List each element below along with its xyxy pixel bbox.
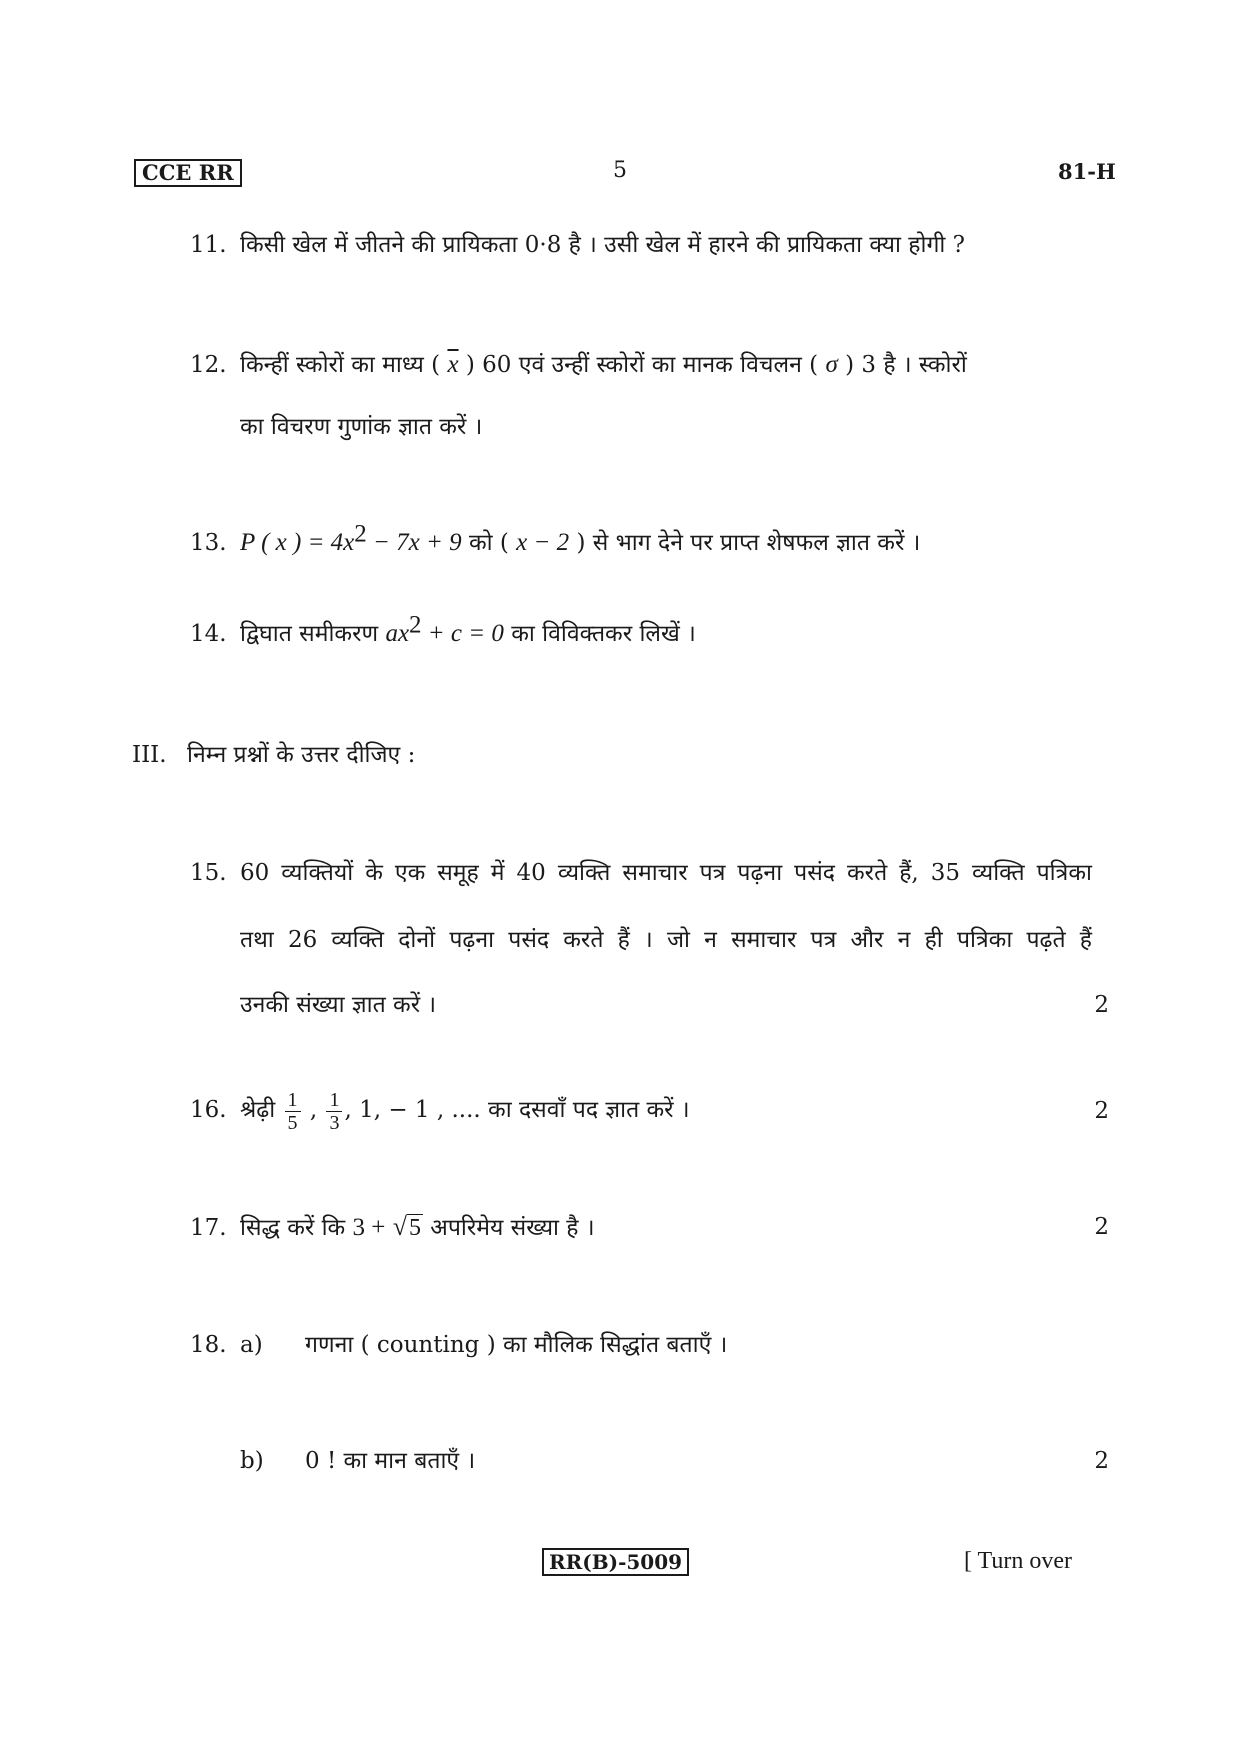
question-number: 13. (190, 530, 227, 556)
word: 40 (516, 860, 546, 886)
question-text-part: का विविक्तकर लिखें । (503, 621, 696, 647)
word: दोनों (398, 927, 436, 953)
word: व्यक्ति (331, 927, 385, 953)
question-number: 17. (190, 1215, 227, 1241)
paper-series-box (134, 159, 242, 187)
question-12-line2: का विचरण गुणांक ज्ञात करें । (240, 414, 483, 440)
word: जो (666, 927, 690, 953)
word: एक (394, 860, 426, 886)
word: हैं (1079, 927, 1092, 953)
word: पत्रिका (956, 927, 1013, 953)
question-15-line1 (240, 858, 1092, 888)
word: व्यक्ति (972, 860, 1025, 886)
question-number: 12. (190, 352, 227, 378)
exponent: 2 (409, 611, 422, 639)
word: व्यक्ति (557, 860, 611, 886)
question-15-line3: उनकी संख्या ज्ञात करें । (240, 992, 437, 1018)
mean-symbol: $\overline{x}$ (447, 351, 459, 378)
question-16: 16. श्रेढ़ी $\frac{1}{5}$ , $\frac{1}{3}$ , 1, − 1 , .... का दसवाँ पद ज्ञात करें । (190, 1088, 690, 1134)
paper-id-label: RR(B)-5009 (549, 1550, 683, 1574)
word: 26 (287, 927, 318, 953)
question-15-line2 (240, 925, 1092, 955)
question-number: 15. (190, 860, 227, 886)
word: पढ़ते (1026, 927, 1066, 953)
paper-code: 81-H (1058, 159, 1116, 184)
fraction-denominator: 5 (287, 1111, 298, 1134)
question-text-part: श्रेढ़ी (240, 1097, 276, 1123)
divisor-expr: x − 2 (516, 529, 570, 556)
fraction-denominator: 3 (329, 1111, 340, 1134)
word: पढ़ना (449, 927, 495, 953)
word: हैं, (899, 860, 919, 886)
math-expr: 3 + (352, 1214, 386, 1241)
word: 60 (240, 860, 270, 886)
equation-expr: + c = 0 (421, 620, 504, 647)
turn-over-note: [ Turn over (964, 1548, 1073, 1574)
word: न (897, 927, 911, 953)
question-16-marks: 2 (1094, 1098, 1109, 1124)
question-18a (190, 1330, 727, 1360)
word: समाचार (622, 860, 688, 886)
paper-id-box (542, 1548, 689, 1576)
word: पसंद (794, 860, 835, 886)
word: पत्रिका (1036, 860, 1092, 886)
fraction-one-fifth (285, 1089, 301, 1134)
word: पत्र (699, 860, 726, 886)
question-text: किसी खेल में जीतने की प्रायिकता 0·8 है । उसी खेल में हारने की प्रायिकता क्या होगी ? (240, 232, 965, 258)
question-15 (190, 858, 1092, 888)
word: करते (847, 860, 888, 886)
equation-expr: ax (385, 620, 410, 647)
question-text-part: , 1, − 1 , .... का दसवाँ पद ज्ञात करें । (344, 1097, 690, 1123)
square-root-sign: √ (392, 1212, 407, 1241)
question-12 (190, 350, 967, 380)
paper-series-label: CCE RR (142, 160, 234, 185)
word: पत्र (810, 927, 837, 953)
word: के (365, 860, 383, 886)
question-text-part: ) से भाग देने पर प्राप्त शेषफल ज्ञात करें । (569, 530, 921, 556)
word: में (490, 860, 505, 886)
question-number: 16. (190, 1097, 227, 1123)
question-18-marks: 2 (1094, 1448, 1109, 1474)
question-text-part: सिद्ध करें कि (240, 1215, 353, 1241)
sigma-symbol: σ (825, 351, 838, 378)
word: न (704, 927, 717, 953)
question-18b (240, 1446, 475, 1476)
exponent: 2 (354, 520, 367, 548)
word: हैं (617, 927, 630, 953)
word: करते (563, 927, 604, 953)
question-text-part: द्विघात समीकरण (240, 621, 386, 647)
question-13 (190, 520, 921, 558)
subpart-text: गणना ( counting ) का मौलिक सिद्धांत बताएँ । (305, 1332, 728, 1358)
question-number: 11. (190, 232, 227, 258)
word: । (644, 927, 653, 953)
polynomial-expr: − 7x + 9 (366, 529, 462, 556)
question-text-part: को ( (461, 530, 517, 556)
word: समूह (437, 860, 479, 886)
fraction-numerator: 1 (285, 1089, 301, 1112)
subpart-text: 0 ! का मान बताएँ । (305, 1448, 476, 1474)
word: पसंद (508, 927, 550, 953)
word: समाचार (731, 927, 797, 953)
question-text-part: किन्हीं स्कोरों का माध्य ( (240, 352, 441, 378)
section-number: III. (132, 742, 167, 768)
polynomial-expr: P ( x ) = 4x (240, 529, 355, 556)
word: ही (924, 927, 943, 953)
question-text-part: ) 3 है । स्कोरों (845, 352, 967, 378)
subpart-label: a) (240, 1332, 263, 1358)
question-17-marks: 2 (1094, 1214, 1109, 1240)
question-text-part: अपरिमेय संख्या है । (422, 1215, 595, 1241)
question-text-part: ) 60 एवं उन्हीं स्कोरों का मानक विचलन ( (465, 352, 819, 378)
section-3-heading (132, 740, 415, 770)
word: पढ़ना (737, 860, 783, 886)
question-17 (190, 1212, 595, 1243)
word: 35 (930, 860, 960, 886)
section-instruction: निम्न प्रश्नों के उत्तर दीजिए : (187, 742, 416, 768)
question-15-marks: 2 (1094, 992, 1109, 1018)
word: व्यक्तियों (281, 860, 354, 886)
page-number: 5 (613, 158, 627, 183)
fraction-numerator: 1 (326, 1089, 342, 1112)
question-11 (190, 230, 965, 260)
word: तथा (240, 927, 274, 953)
question-number: 18. (190, 1332, 227, 1358)
question-14 (190, 611, 696, 649)
question-number: 14. (190, 621, 227, 647)
word: और (850, 927, 884, 953)
fraction-one-third (326, 1089, 342, 1134)
subpart-label: b) (240, 1448, 264, 1474)
radicand: 5 (408, 1215, 421, 1241)
